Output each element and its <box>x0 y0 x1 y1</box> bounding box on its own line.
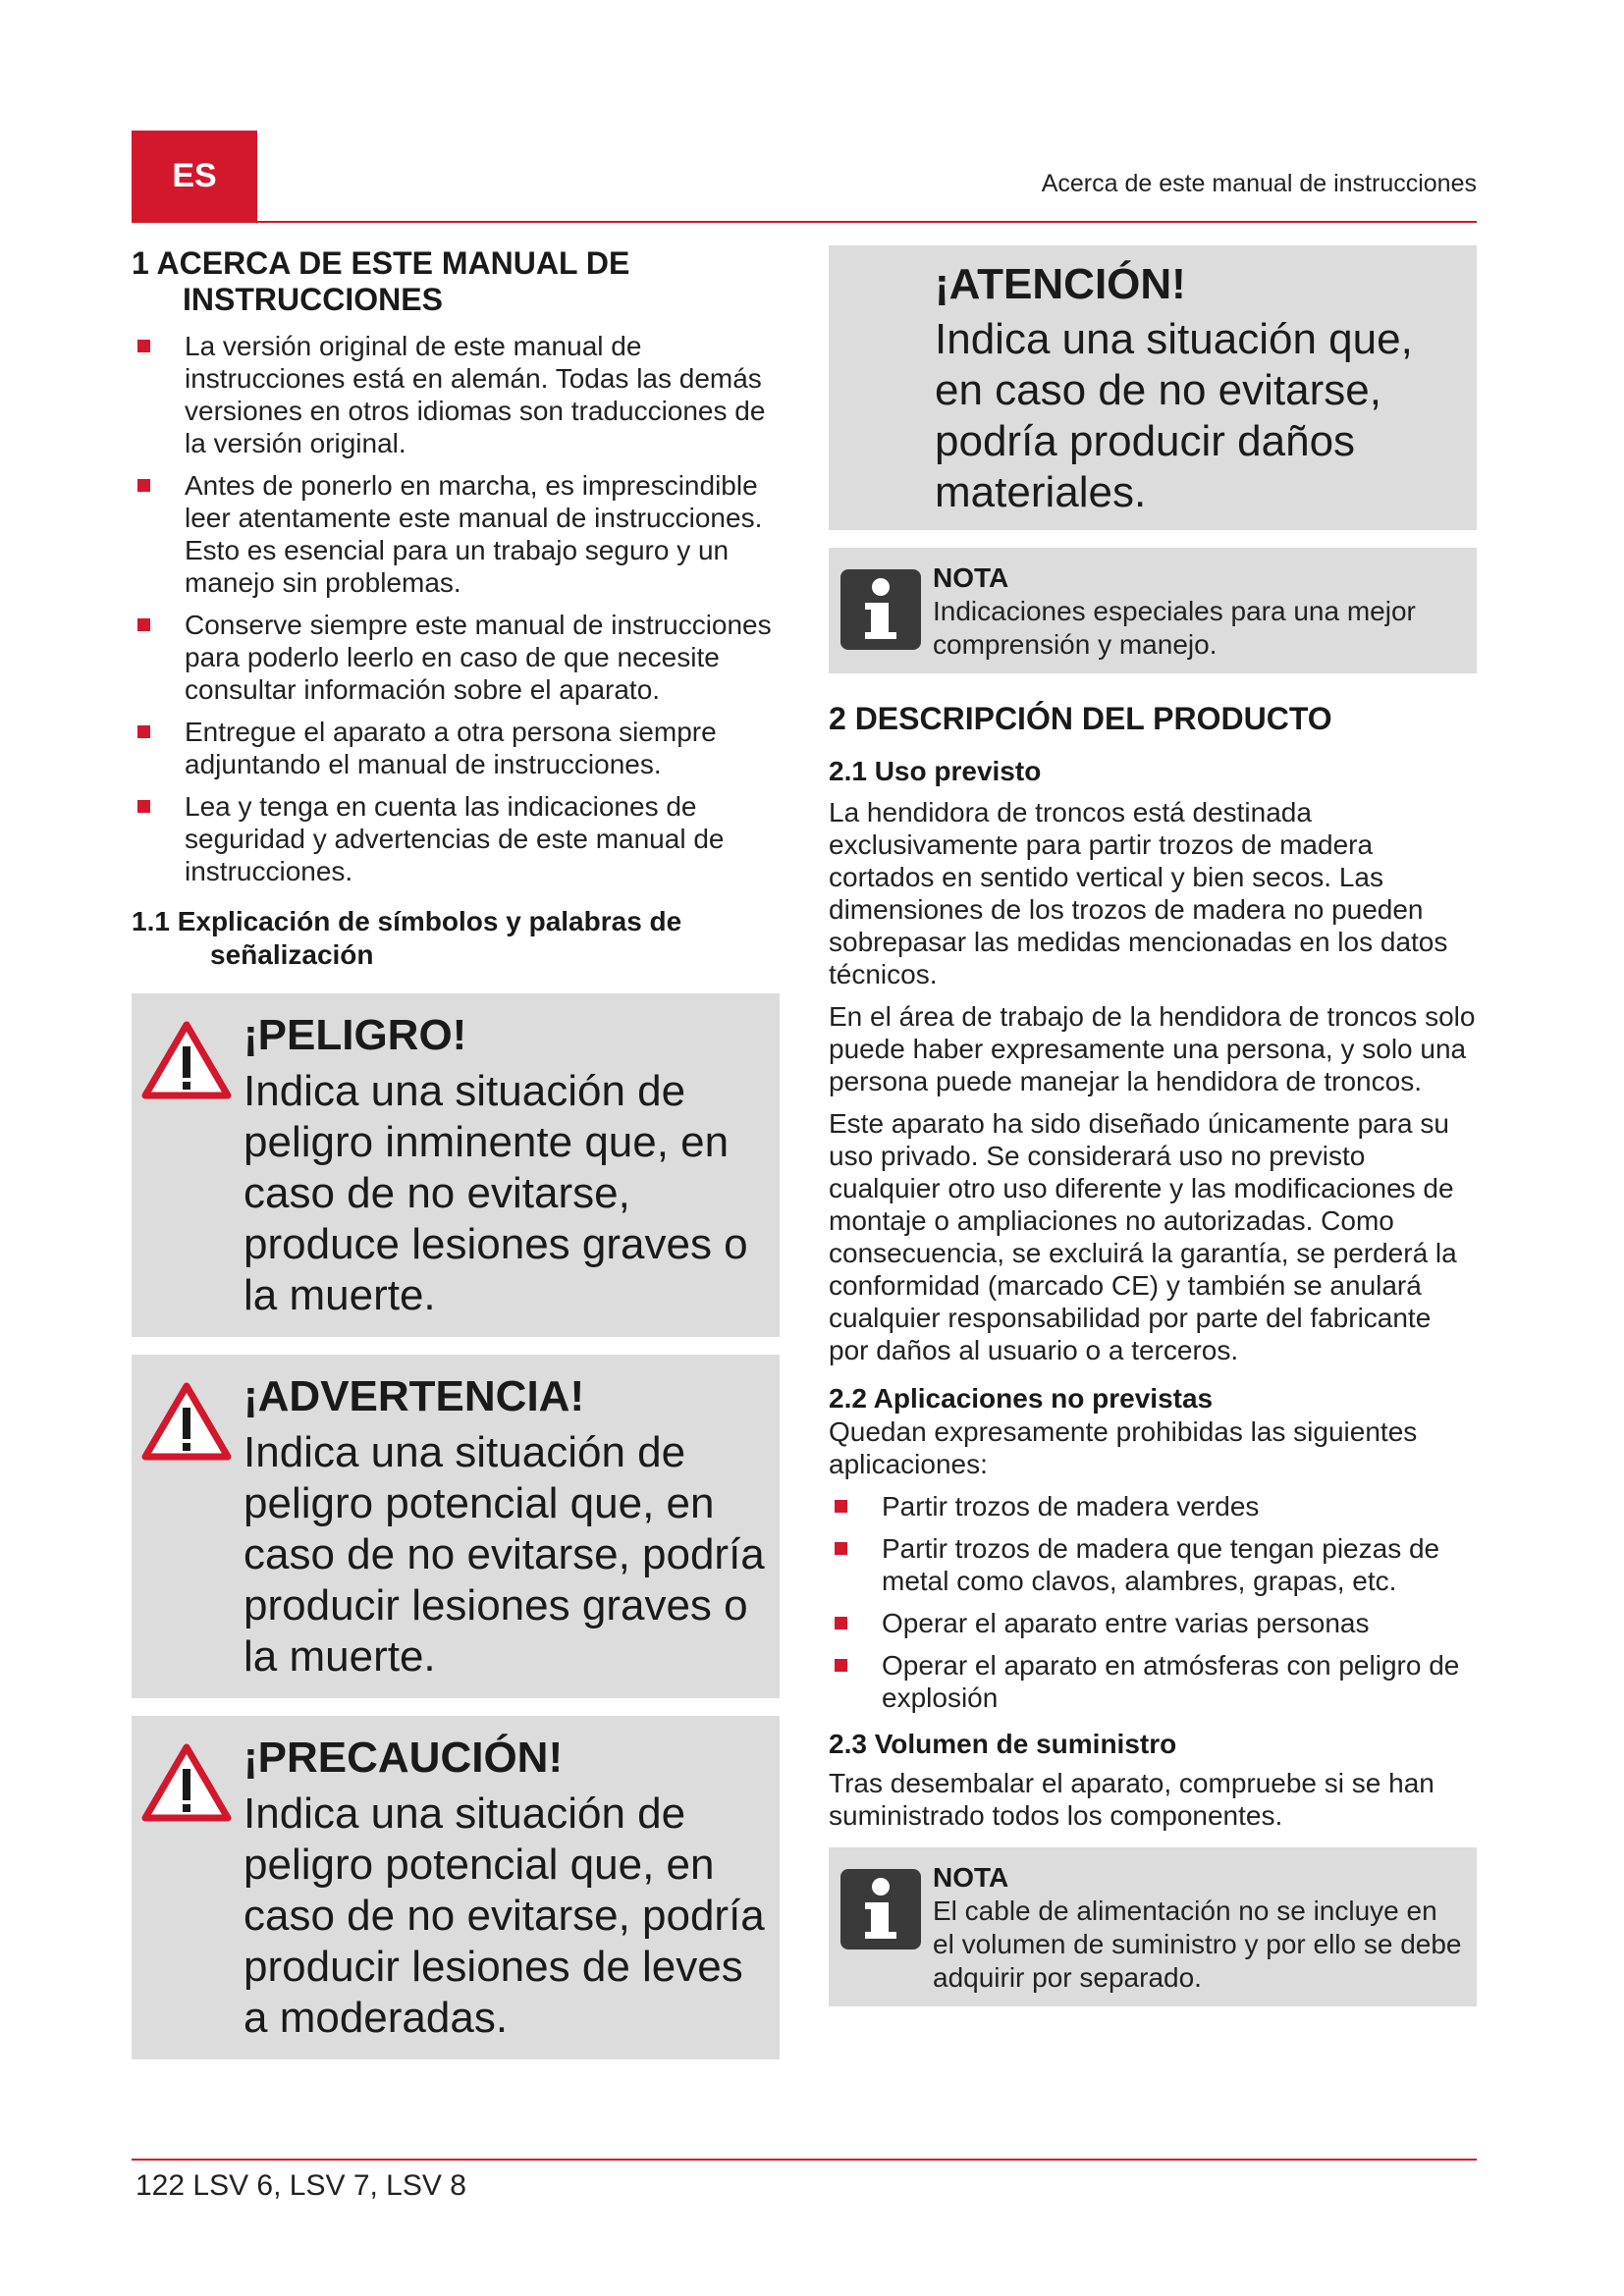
bullet-square-icon <box>137 479 150 492</box>
footer-rule <box>132 2159 1477 2161</box>
paragraph: La hendidora de troncos está destinada exclusivamente para partir trozos de madera cortados en sentido vertical y bien secos. Las dimensiones de los trozos de madera no pueden sobrepasar las medidas mencionadas en los datos técnicos. <box>829 797 1448 989</box>
bullet-square-icon <box>137 800 150 813</box>
page-footer: 122 LSV 6, LSV 7, LSV 8 <box>135 2169 466 2202</box>
caution-box <box>132 1716 780 2059</box>
list-item: Conserve siempre este manual de instrucciones para poderlo leerlo en caso de que necesite consultar información sobre el aparato. <box>132 609 780 706</box>
subsection-2-2-title: 2.2 Aplicaciones no previstas <box>829 1383 1214 1414</box>
attention-word: ¡ATENCIÓN! <box>935 260 1186 308</box>
list-item: Entregue el aparato a otra persona siempre adjuntando el manual de instrucciones. <box>132 716 780 780</box>
subsection-1-1-title: 1.1 Explicación de símbolos y palabras de señalización <box>132 906 682 970</box>
running-header: Acerca de este manual de instrucciones <box>1041 170 1477 197</box>
subsection-2-3-title: 2.3 Volumen de suministro <box>829 1729 1177 1759</box>
warning-triangle-icon <box>139 1019 234 1101</box>
info-icon <box>839 567 923 652</box>
attention-box <box>829 245 1477 530</box>
warning-word: ¡ADVERTENCIA! <box>244 1372 585 1420</box>
section-2-title: 2 DESCRIPCIÓN DEL PRODUCTO <box>829 701 1332 736</box>
header-rule <box>132 221 1477 223</box>
list-item: Antes de ponerlo en marcha, es imprescindible leer atentamente este manual de instrucciones. Esto es esencial para un trabajo seguro y un manejo sin problemas. <box>132 469 780 599</box>
bullet-square-icon <box>137 340 150 352</box>
bullet-square-icon <box>835 1659 847 1672</box>
list-item: Partir trozos de madera que tengan piezas de metal como clavos, alambres, grapas, etc. <box>829 1532 1477 1597</box>
subsection-2-1-title: 2.1 Uso previsto <box>829 756 1042 786</box>
bullet-square-icon <box>835 1617 847 1629</box>
warning-description: Indica una situación de peligro potencial que, en caso de no evitarse, podría producir lesiones graves o la muerte. <box>244 1428 765 1681</box>
note-box <box>829 548 1477 673</box>
paragraph: Quedan expresamente prohibidas las siguientes aplicaciones: <box>829 1416 1418 1479</box>
paragraph: Tras desembalar el aparato, compruebe si se han suministrado todos los componentes. <box>829 1768 1435 1831</box>
language-tab: ES <box>132 131 257 221</box>
warning-triangle-icon <box>139 1380 234 1463</box>
list-item: Operar el aparato entre varias personas <box>829 1607 1477 1639</box>
caution-word: ¡PRECAUCIÓN! <box>244 1734 564 1782</box>
note-description: Indicaciones especiales para una mejor comprensión y manejo. <box>933 596 1416 660</box>
danger-word: ¡PELIGRO! <box>244 1011 467 1059</box>
warning-box <box>132 1355 780 1698</box>
list-item: La versión original de este manual de instrucciones está en alemán. Todas las demás versiones en otros idiomas son traducciones de la versión original. <box>132 330 780 459</box>
section-2-2-bullets <box>829 1490 1477 1714</box>
list-item: Operar el aparato en atmósferas con peligro de explosión <box>829 1649 1477 1714</box>
warning-triangle-icon <box>139 1741 234 1824</box>
list-item: Lea y tenga en cuenta las indicaciones de seguridad y advertencias de este manual de instrucciones. <box>132 790 780 887</box>
note-description: El cable de alimentación no se incluye en el volumen de suministro y por ello se debe adquirir por separado. <box>933 1896 1462 1993</box>
bullet-square-icon <box>835 1500 847 1513</box>
bullet-square-icon <box>835 1542 847 1555</box>
caution-description: Indica una situación de peligro potencial que, en caso de no evitarse, podría producir lesiones de leves a moderadas. <box>244 1789 765 2042</box>
bullet-square-icon <box>137 618 150 631</box>
note-box <box>829 1847 1477 2006</box>
note-word: NOTA <box>933 1862 1009 1893</box>
attention-description: Indica una situación que, en caso de no evitarse, podría producir daños materiales. <box>935 315 1413 516</box>
list-item: Partir trozos de madera verdes <box>829 1490 1477 1522</box>
paragraph: Este aparato ha sido diseñado únicamente para su uso privado. Se considerará uso no previsto cualquier otro uso diferente y las modificaciones de montaje o ampliaciones no autorizadas. Como consecuencia, se excluirá la garantía, se perderá la conformidad (marcado CE) y también se anulará cualquier responsabilidad por parte del fabricante por daños al usuario o a terceros. <box>829 1108 1457 1365</box>
paragraph: En el área de trabajo de la hendidora de troncos solo puede haber expresamente una persona, y solo una persona puede manejar la hendidora de troncos. <box>829 1001 1476 1096</box>
right-column <box>829 245 1477 2006</box>
bullet-square-icon <box>137 725 150 738</box>
left-column <box>132 245 780 2059</box>
danger-description: Indica una situación de peligro inminente que, en caso de no evitarse, produce lesiones graves o la muerte. <box>244 1067 748 1319</box>
info-icon <box>839 1867 923 1951</box>
danger-box <box>132 993 780 1337</box>
section-1-title: 1 ACERCA DE ESTE MANUAL DE INSTRUCCIONES <box>132 245 630 317</box>
note-word: NOTA <box>933 562 1009 593</box>
section-1-bullets <box>132 330 780 887</box>
